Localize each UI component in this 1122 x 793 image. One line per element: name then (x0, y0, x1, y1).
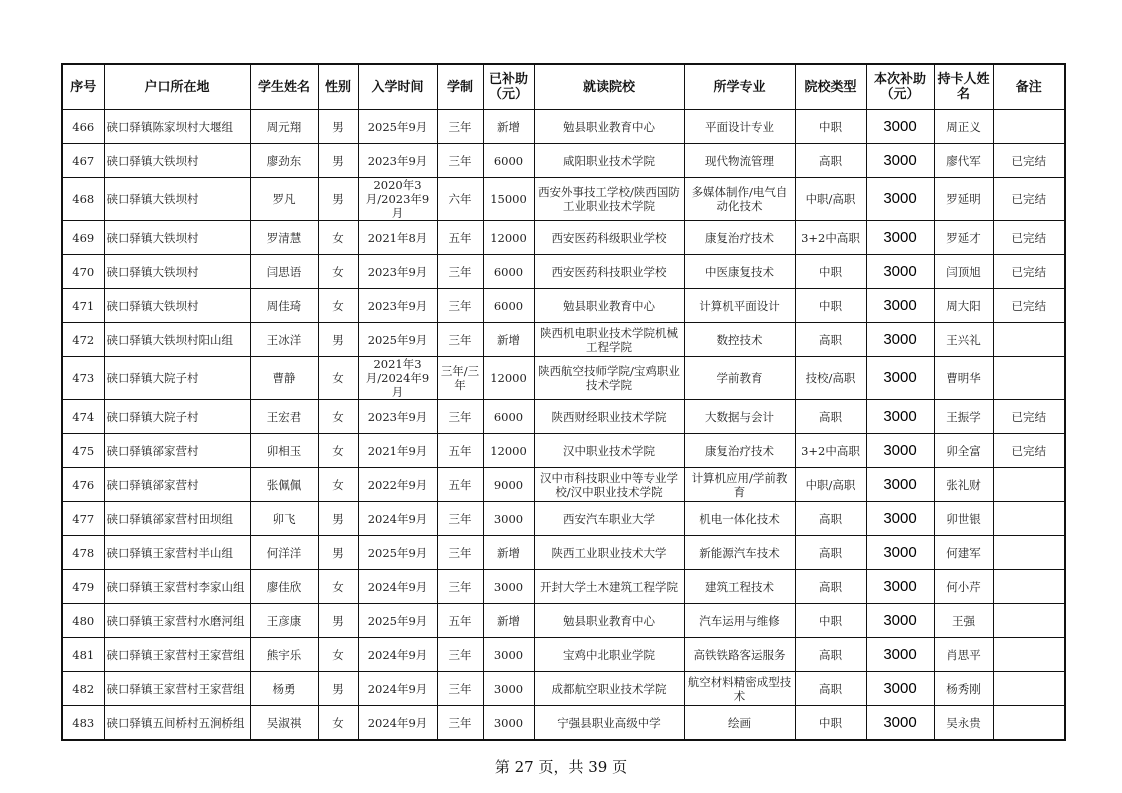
cell-prior-subsidy: 12000 (483, 434, 534, 468)
cell-current-subsidy: 3000 (866, 221, 934, 255)
cell-duration: 六年 (437, 178, 483, 221)
cell-hukou-location: 硖口驿镇大院子村 (104, 357, 250, 400)
cell-prior-subsidy: 3000 (483, 570, 534, 604)
cell-current-subsidy: 3000 (866, 357, 934, 400)
cell-prior-subsidy: 新增 (483, 110, 534, 144)
cell-remark (993, 468, 1065, 502)
cell-enroll-date: 2021年8月 (358, 221, 437, 255)
cell-major: 现代物流管理 (684, 144, 795, 178)
cell-hukou-location: 硖口驿镇郤家营村 (104, 468, 250, 502)
cell-hukou-location: 硖口驿镇王家营村水磨河组 (104, 604, 250, 638)
table-row (62, 604, 1065, 638)
cell-hukou-location: 硖口驿镇王家营村半山组 (104, 536, 250, 570)
table-row (62, 144, 1065, 178)
cell-school: 陕西机电职业技术学院机械工程学院 (534, 323, 684, 357)
cell-school: 陕西航空技师学院/宝鸡职业技术学院 (534, 357, 684, 400)
cell-enroll-date: 2024年9月 (358, 638, 437, 672)
cell-seq: 468 (62, 178, 104, 221)
cell-gender: 男 (318, 604, 358, 638)
cell-school: 勉县职业教育中心 (534, 289, 684, 323)
cell-school-type: 中职 (795, 289, 866, 323)
cell-prior-subsidy: 12000 (483, 221, 534, 255)
cell-cardholder-name: 杨秀刚 (934, 672, 993, 706)
cell-cardholder-name: 王振学 (934, 400, 993, 434)
header-enroll-date: 入学时间 (358, 64, 437, 110)
cell-gender: 女 (318, 357, 358, 400)
cell-school-type: 高职 (795, 570, 866, 604)
cell-hukou-location: 硖口驿镇大铁坝村 (104, 289, 250, 323)
cell-school: 勉县职业教育中心 (534, 110, 684, 144)
cell-current-subsidy: 3000 (866, 144, 934, 178)
cell-major: 机电一体化技术 (684, 502, 795, 536)
cell-gender: 女 (318, 468, 358, 502)
cell-remark: 已完结 (993, 178, 1065, 221)
cell-enroll-date: 2022年9月 (358, 468, 437, 502)
cell-prior-subsidy: 3000 (483, 672, 534, 706)
subsidy-table (61, 63, 1066, 741)
cell-prior-subsidy: 新增 (483, 323, 534, 357)
table-row (62, 672, 1065, 706)
cell-school: 西安医药科级职业学校 (534, 221, 684, 255)
cell-school: 西安外事技工学校/陕西国防工业职业技术学院 (534, 178, 684, 221)
cell-school: 汉中职业技术学院 (534, 434, 684, 468)
page-number: 第 27 页，共 39 页 (494, 758, 628, 776)
cell-school-type: 技校/高职 (795, 357, 866, 400)
header-remark: 备注 (993, 64, 1065, 110)
cell-student-name: 卯相玉 (250, 434, 318, 468)
cell-duration: 三年 (437, 110, 483, 144)
cell-school: 咸阳职业技术学院 (534, 144, 684, 178)
cell-major: 汽车运用与维修 (684, 604, 795, 638)
cell-current-subsidy: 3000 (866, 706, 934, 741)
cell-enroll-date: 2024年9月 (358, 570, 437, 604)
header-school-type: 院校类型 (795, 64, 866, 110)
cell-enroll-date: 2023年9月 (358, 144, 437, 178)
cell-school: 成都航空职业技术学院 (534, 672, 684, 706)
cell-hukou-location: 硖口驿镇王家营村王家营组 (104, 672, 250, 706)
cell-current-subsidy: 3000 (866, 400, 934, 434)
cell-duration: 五年 (437, 434, 483, 468)
cell-seq: 473 (62, 357, 104, 400)
cell-enroll-date: 2024年9月 (358, 706, 437, 741)
cell-student-name: 罗清慧 (250, 221, 318, 255)
cell-seq: 472 (62, 323, 104, 357)
cell-major: 康复治疗技术 (684, 221, 795, 255)
cell-student-name: 张佩佩 (250, 468, 318, 502)
cell-school: 勉县职业教育中心 (534, 604, 684, 638)
cell-school-type: 中职/高职 (795, 178, 866, 221)
cell-seq: 469 (62, 221, 104, 255)
cell-school-type: 中职 (795, 110, 866, 144)
cell-major: 中医康复技术 (684, 255, 795, 289)
cell-duration: 五年 (437, 221, 483, 255)
cell-seq: 478 (62, 536, 104, 570)
cell-prior-subsidy: 3000 (483, 638, 534, 672)
cell-student-name: 罗凡 (250, 178, 318, 221)
cell-remark (993, 570, 1065, 604)
cell-remark: 已完结 (993, 221, 1065, 255)
cell-current-subsidy: 3000 (866, 604, 934, 638)
cell-major: 康复治疗技术 (684, 434, 795, 468)
cell-enroll-date: 2025年9月 (358, 323, 437, 357)
table-row (62, 110, 1065, 144)
cell-remark (993, 706, 1065, 741)
cell-cardholder-name: 罗延明 (934, 178, 993, 221)
cell-prior-subsidy: 6000 (483, 289, 534, 323)
cell-school-type: 高职 (795, 144, 866, 178)
cell-seq: 479 (62, 570, 104, 604)
cell-seq: 475 (62, 434, 104, 468)
cell-school: 开封大学土木建筑工程学院 (534, 570, 684, 604)
cell-duration: 三年 (437, 502, 483, 536)
cell-enroll-date: 2025年9月 (358, 110, 437, 144)
header-gender: 性别 (318, 64, 358, 110)
cell-remark: 已完结 (993, 400, 1065, 434)
cell-remark (993, 323, 1065, 357)
cell-cardholder-name: 肖思平 (934, 638, 993, 672)
cell-student-name: 吴淑祺 (250, 706, 318, 741)
cell-seq: 482 (62, 672, 104, 706)
cell-student-name: 周元翔 (250, 110, 318, 144)
cell-school-type: 高职 (795, 536, 866, 570)
cell-school-type: 中职 (795, 706, 866, 741)
cell-hukou-location: 硖口驿镇大院子村 (104, 400, 250, 434)
cell-student-name: 王彦康 (250, 604, 318, 638)
cell-remark: 已完结 (993, 289, 1065, 323)
cell-major: 计算机应用/学前教育 (684, 468, 795, 502)
cell-cardholder-name: 王强 (934, 604, 993, 638)
cell-current-subsidy: 3000 (866, 178, 934, 221)
cell-duration: 三年 (437, 672, 483, 706)
cell-student-name: 王冰洋 (250, 323, 318, 357)
cell-prior-subsidy: 6000 (483, 144, 534, 178)
cell-current-subsidy: 3000 (866, 323, 934, 357)
cell-duration: 三年 (437, 255, 483, 289)
cell-major: 建筑工程技术 (684, 570, 795, 604)
cell-major: 平面设计专业 (684, 110, 795, 144)
cell-duration: 三年 (437, 706, 483, 741)
cell-seq: 471 (62, 289, 104, 323)
cell-major: 航空材料精密成型技术 (684, 672, 795, 706)
cell-student-name: 闫思语 (250, 255, 318, 289)
cell-gender: 男 (318, 536, 358, 570)
cell-current-subsidy: 3000 (866, 536, 934, 570)
cell-major: 多媒体制作/电气自动化技术 (684, 178, 795, 221)
table-row (62, 536, 1065, 570)
cell-remark (993, 536, 1065, 570)
table-row (62, 468, 1065, 502)
cell-enroll-date: 2025年9月 (358, 536, 437, 570)
table-row (62, 706, 1065, 741)
cell-student-name: 王宏君 (250, 400, 318, 434)
cell-current-subsidy: 3000 (866, 434, 934, 468)
cell-cardholder-name: 周大阳 (934, 289, 993, 323)
table-row (62, 289, 1065, 323)
cell-student-name: 熊宇乐 (250, 638, 318, 672)
cell-current-subsidy: 3000 (866, 672, 934, 706)
cell-prior-subsidy: 15000 (483, 178, 534, 221)
cell-cardholder-name: 罗延才 (934, 221, 993, 255)
table-row (62, 502, 1065, 536)
cell-duration: 五年 (437, 468, 483, 502)
cell-enroll-date: 2023年9月 (358, 289, 437, 323)
cell-cardholder-name: 何小芹 (934, 570, 993, 604)
table-row (62, 323, 1065, 357)
cell-hukou-location: 硖口驿镇大铁坝村 (104, 178, 250, 221)
cell-hukou-location: 硖口驿镇郤家营村 (104, 434, 250, 468)
cell-gender: 男 (318, 323, 358, 357)
header-seq: 序号 (62, 64, 104, 110)
cell-current-subsidy: 3000 (866, 570, 934, 604)
cell-hukou-location: 硖口驿镇陈家坝村大堰组 (104, 110, 250, 144)
cell-major: 大数据与会计 (684, 400, 795, 434)
cell-gender: 男 (318, 672, 358, 706)
cell-cardholder-name: 曹明华 (934, 357, 993, 400)
cell-duration: 三年 (437, 144, 483, 178)
cell-school: 宁强县职业高级中学 (534, 706, 684, 741)
cell-current-subsidy: 3000 (866, 502, 934, 536)
table-row (62, 570, 1065, 604)
header-current-subsidy: 本次补助（元） (866, 64, 934, 110)
cell-seq: 483 (62, 706, 104, 741)
table-row (62, 255, 1065, 289)
cell-student-name: 卯飞 (250, 502, 318, 536)
cell-duration: 三年 (437, 638, 483, 672)
cell-enroll-date: 2024年9月 (358, 672, 437, 706)
cell-gender: 女 (318, 255, 358, 289)
cell-enroll-date: 2024年9月 (358, 502, 437, 536)
cell-hukou-location: 硖口驿镇王家营村王家营组 (104, 638, 250, 672)
cell-student-name: 何洋洋 (250, 536, 318, 570)
cell-current-subsidy: 3000 (866, 468, 934, 502)
cell-cardholder-name: 卯全富 (934, 434, 993, 468)
cell-student-name: 杨勇 (250, 672, 318, 706)
cell-school-type: 中职 (795, 255, 866, 289)
cell-gender: 女 (318, 434, 358, 468)
cell-prior-subsidy: 6000 (483, 400, 534, 434)
cell-enroll-date: 2025年9月 (358, 604, 437, 638)
cell-duration: 三年 (437, 289, 483, 323)
header-duration: 学制 (437, 64, 483, 110)
cell-current-subsidy: 3000 (866, 255, 934, 289)
cell-prior-subsidy: 6000 (483, 255, 534, 289)
cell-gender: 女 (318, 289, 358, 323)
cell-remark (993, 502, 1065, 536)
cell-school-type: 高职 (795, 323, 866, 357)
cell-student-name: 曹静 (250, 357, 318, 400)
cell-hukou-location: 硖口驿镇五间桥村五涧桥组 (104, 706, 250, 741)
cell-major: 数控技术 (684, 323, 795, 357)
cell-school: 汉中市科技职业中等专业学校/汉中职业技术学院 (534, 468, 684, 502)
cell-school-type: 高职 (795, 400, 866, 434)
cell-seq: 481 (62, 638, 104, 672)
cell-remark: 已完结 (993, 255, 1065, 289)
cell-hukou-location: 硖口驿镇大铁坝村阳山组 (104, 323, 250, 357)
table-row (62, 400, 1065, 434)
cell-school: 陕西财经职业技术学院 (534, 400, 684, 434)
table-header-row (62, 64, 1065, 110)
cell-hukou-location: 硖口驿镇王家营村李家山组 (104, 570, 250, 604)
table-row (62, 434, 1065, 468)
cell-hukou-location: 硖口驿镇大铁坝村 (104, 255, 250, 289)
cell-remark (993, 672, 1065, 706)
cell-school-type: 中职/高职 (795, 468, 866, 502)
table-row (62, 357, 1065, 400)
cell-prior-subsidy: 3000 (483, 502, 534, 536)
header-school: 就读院校 (534, 64, 684, 110)
cell-remark: 已完结 (993, 434, 1065, 468)
cell-gender: 女 (318, 221, 358, 255)
cell-major: 高铁铁路客运服务 (684, 638, 795, 672)
cell-school-type: 3+2中高职 (795, 434, 866, 468)
cell-student-name: 廖佳欣 (250, 570, 318, 604)
header-prior-subsidy: 已补助（元） (483, 64, 534, 110)
table-row (62, 178, 1065, 221)
cell-remark (993, 638, 1065, 672)
cell-student-name: 廖劲东 (250, 144, 318, 178)
cell-seq: 480 (62, 604, 104, 638)
cell-duration: 五年 (437, 604, 483, 638)
cell-school-type: 中职 (795, 604, 866, 638)
cell-duration: 三年/三年 (437, 357, 483, 400)
cell-enroll-date: 2021年3月/2024年9月 (358, 357, 437, 400)
cell-current-subsidy: 3000 (866, 289, 934, 323)
cell-school: 西安汽车职业大学 (534, 502, 684, 536)
cell-major: 学前教育 (684, 357, 795, 400)
cell-gender: 男 (318, 110, 358, 144)
cell-duration: 三年 (437, 323, 483, 357)
cell-hukou-location: 硖口驿镇大铁坝村 (104, 144, 250, 178)
cell-prior-subsidy: 3000 (483, 706, 534, 741)
cell-gender: 女 (318, 400, 358, 434)
cell-gender: 女 (318, 570, 358, 604)
cell-enroll-date: 2023年9月 (358, 400, 437, 434)
cell-seq: 476 (62, 468, 104, 502)
cell-school-type: 高职 (795, 502, 866, 536)
cell-major: 绘画 (684, 706, 795, 741)
cell-seq: 466 (62, 110, 104, 144)
cell-duration: 三年 (437, 536, 483, 570)
header-hukou-location: 户口所在地 (104, 64, 250, 110)
cell-duration: 三年 (437, 570, 483, 604)
cell-prior-subsidy: 新增 (483, 604, 534, 638)
cell-remark (993, 357, 1065, 400)
cell-current-subsidy: 3000 (866, 638, 934, 672)
cell-school-type: 高职 (795, 672, 866, 706)
cell-current-subsidy: 3000 (866, 110, 934, 144)
cell-prior-subsidy: 新增 (483, 536, 534, 570)
cell-student-name: 周佳琦 (250, 289, 318, 323)
cell-cardholder-name: 何建军 (934, 536, 993, 570)
cell-cardholder-name: 廖代军 (934, 144, 993, 178)
cell-prior-subsidy: 12000 (483, 357, 534, 400)
cell-enroll-date: 2023年9月 (358, 255, 437, 289)
cell-enroll-date: 2020年3月/2023年9月 (358, 178, 437, 221)
cell-school: 西安医药科技职业学校 (534, 255, 684, 289)
cell-major: 新能源汽车技术 (684, 536, 795, 570)
table-row (62, 638, 1065, 672)
cell-gender: 男 (318, 502, 358, 536)
cell-remark (993, 604, 1065, 638)
cell-gender: 男 (318, 144, 358, 178)
cell-school-type: 高职 (795, 638, 866, 672)
cell-seq: 467 (62, 144, 104, 178)
cell-cardholder-name: 闫顶旭 (934, 255, 993, 289)
cell-remark (993, 110, 1065, 144)
cell-cardholder-name: 吴永贵 (934, 706, 993, 741)
table-row (62, 221, 1065, 255)
cell-gender: 女 (318, 638, 358, 672)
cell-cardholder-name: 张礼财 (934, 468, 993, 502)
cell-cardholder-name: 周正义 (934, 110, 993, 144)
cell-major: 计算机平面设计 (684, 289, 795, 323)
cell-gender: 男 (318, 178, 358, 221)
cell-cardholder-name: 王兴礼 (934, 323, 993, 357)
cell-school-type: 3+2中高职 (795, 221, 866, 255)
cell-enroll-date: 2021年9月 (358, 434, 437, 468)
cell-school: 宝鸡中北职业学院 (534, 638, 684, 672)
cell-hukou-location: 硖口驿镇大铁坝村 (104, 221, 250, 255)
header-student-name: 学生姓名 (250, 64, 318, 110)
cell-prior-subsidy: 9000 (483, 468, 534, 502)
cell-seq: 474 (62, 400, 104, 434)
header-major: 所学专业 (684, 64, 795, 110)
cell-school: 陕西工业职业技术大学 (534, 536, 684, 570)
cell-duration: 三年 (437, 400, 483, 434)
cell-cardholder-name: 卯世银 (934, 502, 993, 536)
cell-seq: 477 (62, 502, 104, 536)
cell-gender: 女 (318, 706, 358, 741)
cell-seq: 470 (62, 255, 104, 289)
cell-hukou-location: 硖口驿镇郤家营村田坝组 (104, 502, 250, 536)
cell-remark: 已完结 (993, 144, 1065, 178)
header-cardholder-name: 持卡人姓名 (934, 64, 993, 110)
